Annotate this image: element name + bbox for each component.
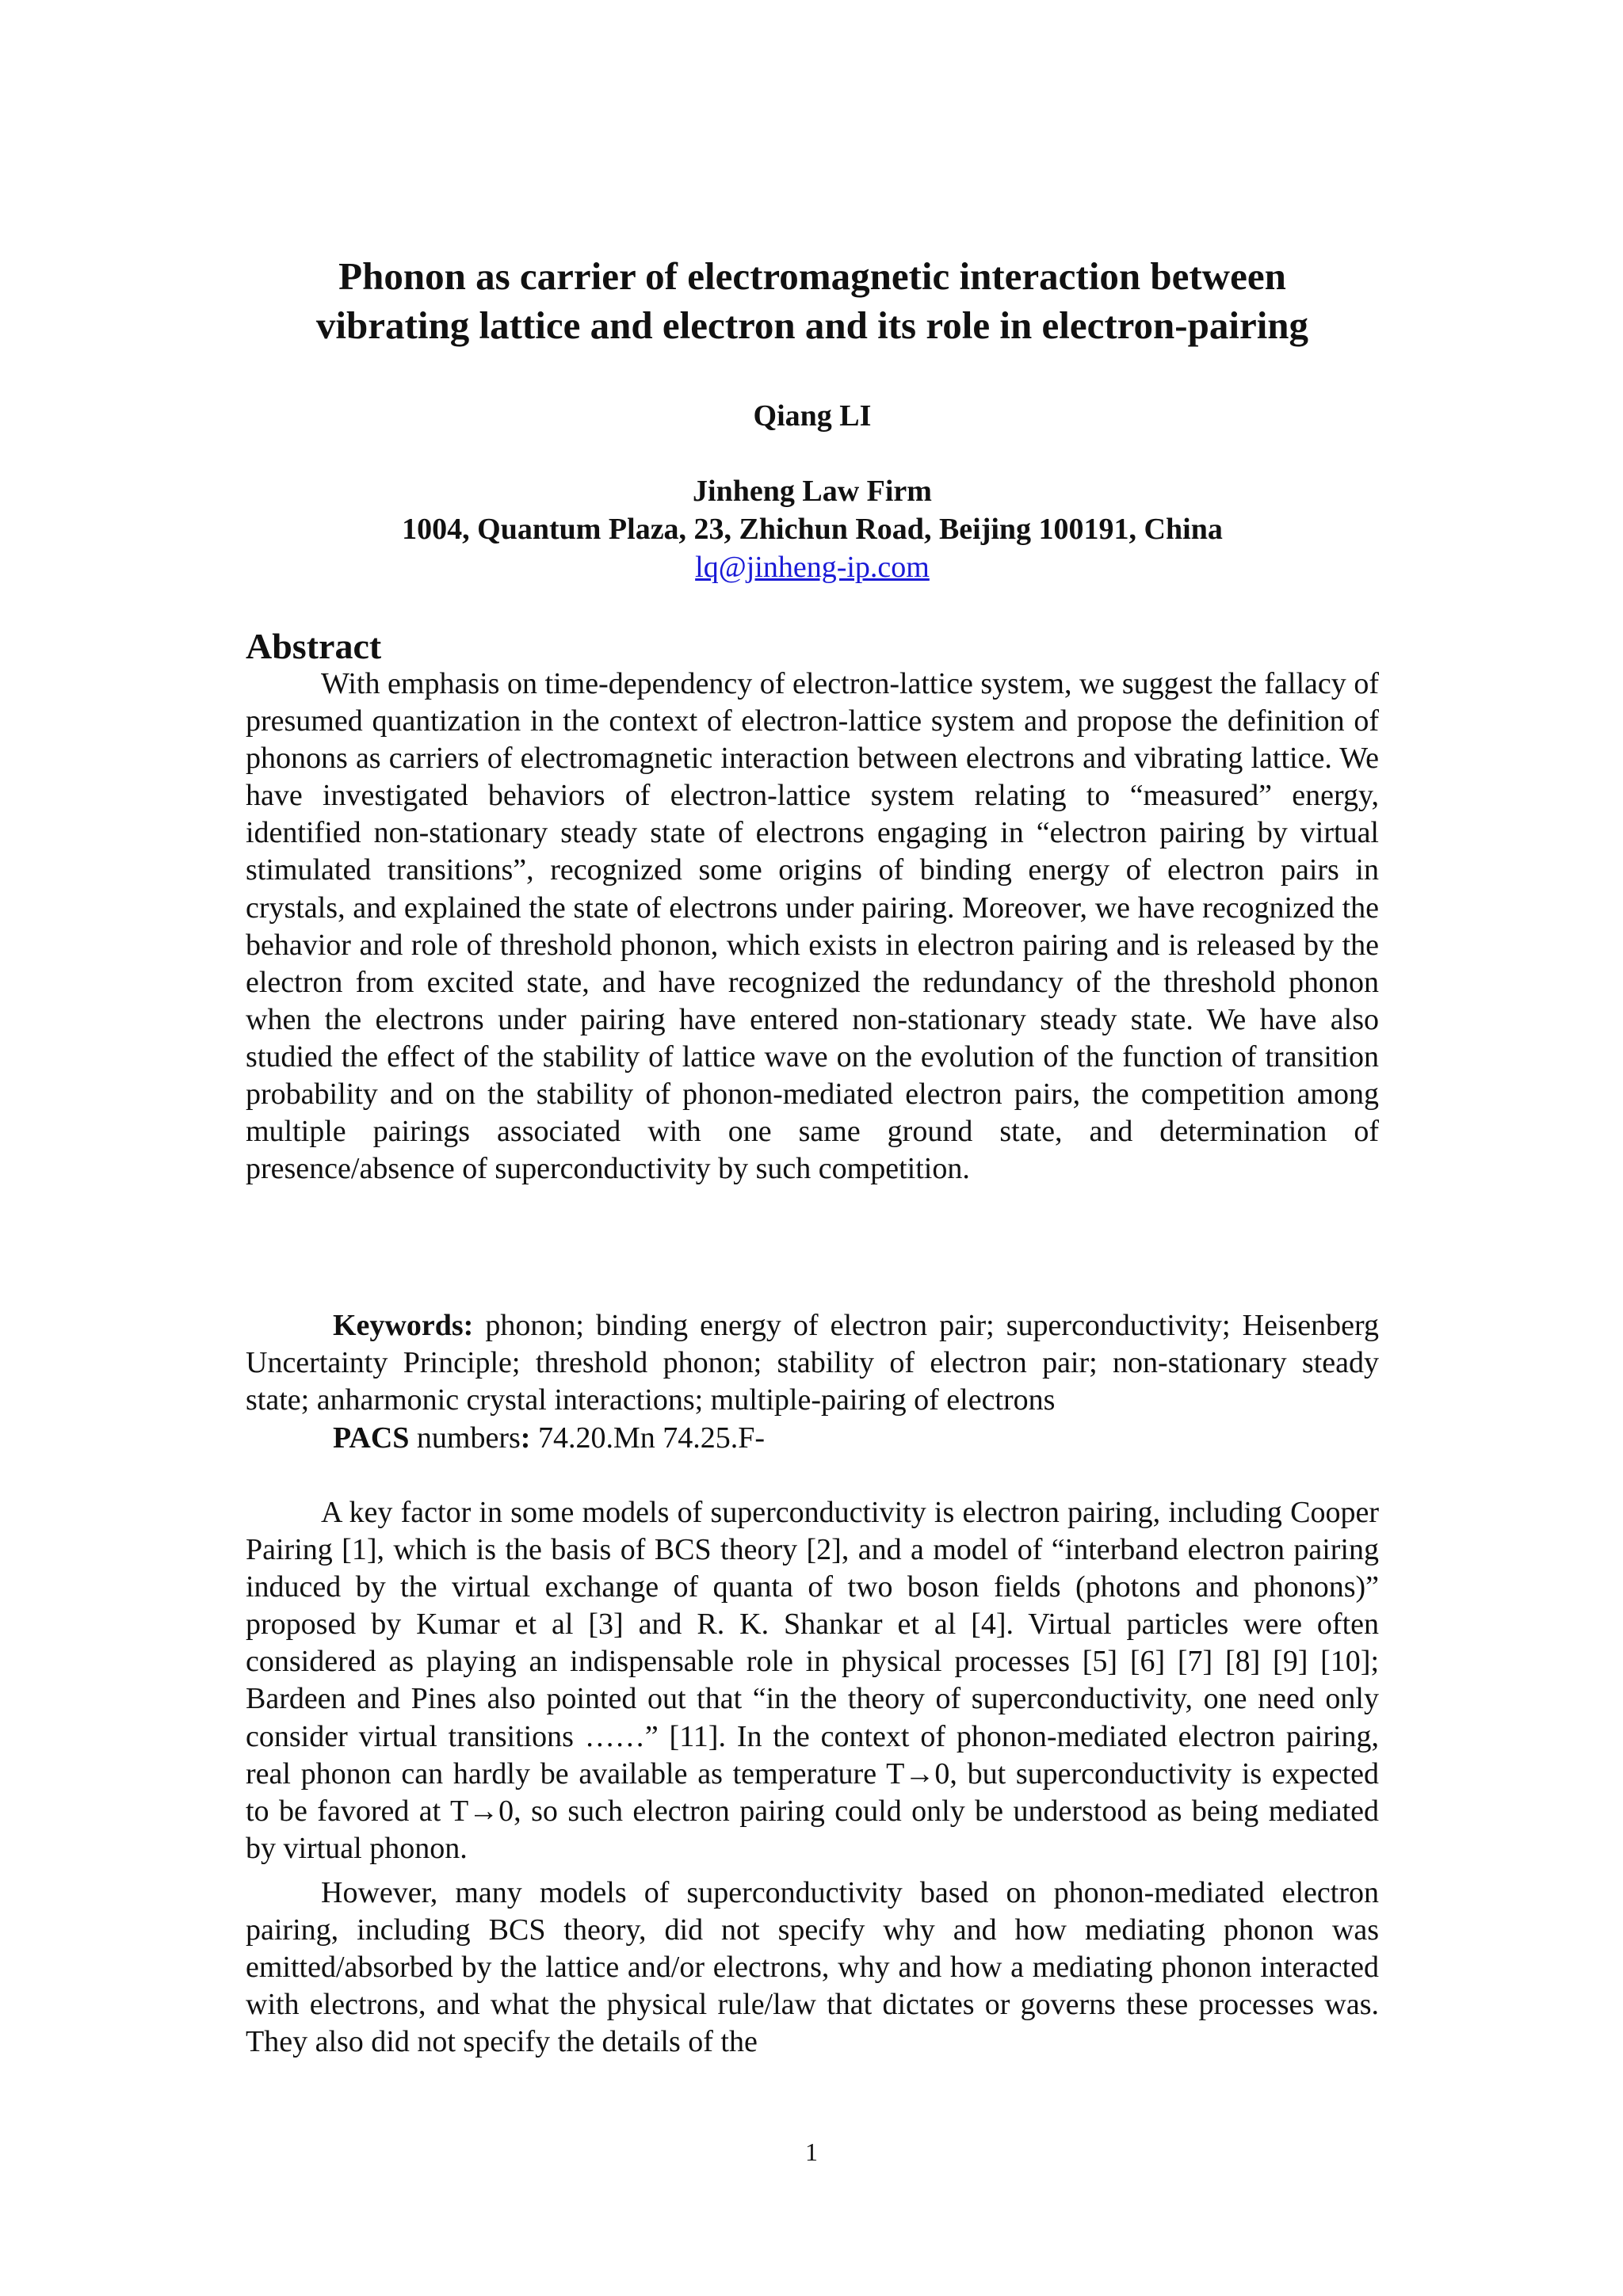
pacs-value: 74.20.Mn 74.25.F- [537, 1421, 766, 1455]
pacs-mid: numbers [416, 1421, 521, 1455]
keywords-text: phonon; binding energy of electron pair; superconductivity; Heisenberg Uncertainty Principle; threshold phonon; stability of electron pair; non-stationary steady state; anharmonic crystal interactions; multiple-pairing of electrons [246, 1309, 1379, 1417]
title-line-2: vibrating lattice and electron and its role in electron-pairing [315, 303, 1309, 347]
keywords-label: Keywords: [333, 1309, 474, 1342]
title-line-1: Phonon as carrier of electromagnetic interaction between [338, 254, 1286, 298]
abstract-heading: Abstract [246, 626, 382, 666]
email-link[interactable]: lq@jinheng-ip.com [695, 551, 930, 584]
affiliation-block [246, 472, 1379, 586]
affiliation-name: Jinheng Law Firm [693, 475, 932, 508]
abstract-text: With emphasis on time-dependency of electron-lattice system, we suggest the fallacy of presumed quantization in the context of electron-lattice system and propose the definition of phonons as carriers of electromagnetic interaction between electrons and vibrating lattice. We have investigated behaviors of electron-lattice system relating to “measured” energy, identified non-stationary steady state of electrons engaging in “electron pairing by virtual stimulated transitions”, recognized some origins of binding energy of electron pairs in crystals, and explained the state of electrons under pairing. Moreover, we have recognized the behavior and role of threshold phonon, which exists in electron pairing and is released by the electron from excited state, and have recognized the redundancy of the threshold phonon when the electrons under pairing have entered non-stationary steady state. We have also studied the effect of the stability of lattice wave on the evolution of the function of transition probability and on the stability of phonon-mediated electron pairs, the competition among multiple pairings associated with one same ground state, and determination of presence/absence of superconductivity by such competition. [246, 667, 1379, 1186]
pacs-line [333, 1420, 765, 1457]
body-paragraph-2: However, many models of superconductivity based on phonon-mediated electron pairing, including BCS theory, did not specify why and how mediating phonon was emitted/absorbed by the lattice and/or electrons, why and how a mediating phonon interacted with electrons, and what the physical rule/law that dictates or governs these processes was. They also did not specify the details of the [246, 1876, 1379, 2059]
paper-title [246, 252, 1379, 350]
author-name: Qiang LI [753, 399, 872, 433]
body-paragraph-1: A key factor in some models of superconductivity is electron pairing, including Cooper Pairing [1], which is the basis of BCS theory [2], and a model of “interband electron pairing induced by the virtual exchange of quanta of two boson fields (photons and phonons)” proposed by Kumar et al [3] and R. K. Shankar et al [4]. Virtual particles were often considered as playing an indispensable role in physical processes [5] [6] [7] [8] [9] [10]; Bardeen and Pines also pointed out that “in the theory of superconductivity, one need only consider virtual transitions ……” [11]. In the context of phonon-mediated electron pairing, real phonon can hardly be available as temperature T→0, but superconductivity is expected to be favored at T→0, so such electron pairing could only be understood as being mediated by virtual phonon. [246, 1496, 1379, 1865]
page-number: 1 [805, 2138, 818, 2166]
pacs-label: PACS [333, 1421, 410, 1455]
affiliation-address: 1004, Quantum Plaza, 23, Zhichun Road, Beijing 100191, China [402, 513, 1223, 546]
pacs-colon: : [520, 1421, 531, 1455]
keywords-paragraph [246, 1307, 1379, 1419]
